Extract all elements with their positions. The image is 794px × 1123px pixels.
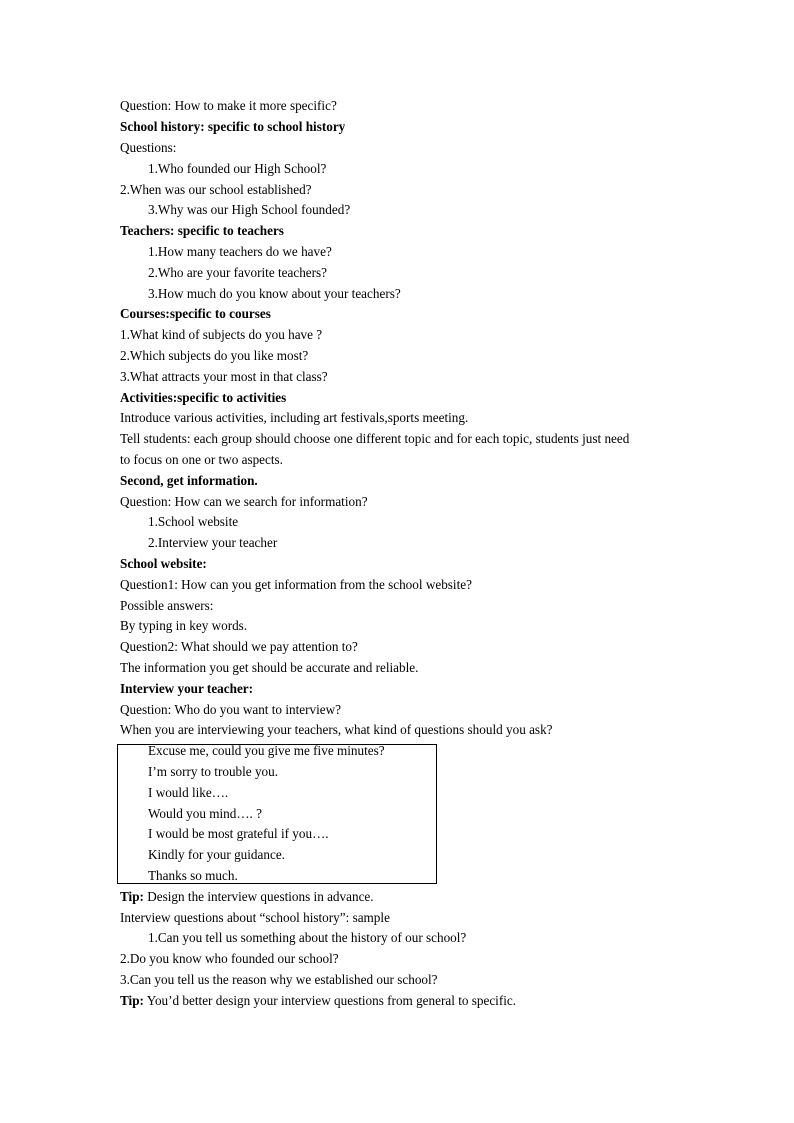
text-line: Question: How can we search for information?: [120, 494, 368, 509]
tip-line: [120, 889, 680, 905]
section-heading: Courses:specific to courses: [120, 306, 271, 321]
text-line: Introduce various activities, including art festivals,sports meeting.: [120, 410, 469, 425]
section-heading: School history: specific to school history: [120, 119, 346, 134]
text-line: Question1: How can you get information from the school website?: [120, 577, 472, 592]
section-heading: Second, get information.: [120, 473, 258, 488]
tip-line: [120, 993, 680, 1009]
tip-label: Tip:: [120, 993, 144, 1008]
section-heading: Teachers: specific to teachers: [120, 223, 284, 238]
text-line: Question: How to make it more specific?: [120, 98, 337, 113]
list-item: 2.Do you know who founded our school?: [120, 951, 339, 966]
text-line: The information you get should be accurate and reliable.: [120, 660, 419, 675]
tip-label: Tip:: [120, 889, 144, 904]
box-line: Thanks so much.: [148, 868, 238, 883]
list-item: 3.How much do you know about your teachers?: [148, 286, 401, 301]
list-item: 3.Why was our High School founded?: [148, 202, 351, 217]
tip-text: You’d better design your interview questions from general to specific.: [143, 993, 517, 1008]
list-item: 3.Can you tell us the reason why we established our school?: [120, 972, 438, 987]
box-line: Would you mind…. ?: [148, 806, 262, 821]
text-line: Possible answers:: [120, 598, 214, 613]
list-item: 1.Who founded our High School?: [148, 161, 327, 176]
section-heading: Interview your teacher:: [120, 681, 254, 696]
box-line: I would be most grateful if you….: [148, 826, 329, 841]
list-item: 1.School website: [148, 514, 239, 529]
text-line: Question: Who do you want to interview?: [120, 702, 341, 717]
box-line: Kindly for your guidance.: [148, 847, 285, 862]
list-item: 1.What kind of subjects do you have ?: [120, 327, 323, 342]
text-line: By typing in key words.: [120, 618, 248, 633]
box-line: I’m sorry to trouble you.: [148, 764, 279, 779]
list-item: 2.Which subjects do you like most?: [120, 348, 309, 363]
section-heading: School website:: [120, 556, 207, 571]
list-item: 3.What attracts your most in that class?: [120, 369, 328, 384]
text-line: to focus on one or two aspects.: [120, 452, 283, 467]
box-line: I would like….: [148, 785, 229, 800]
list-item: 2.When was our school established?: [120, 182, 312, 197]
list-item: 2.Who are your favorite teachers?: [148, 265, 328, 280]
text-line: Tell students: each group should choose one different topic and for each topic, students just need: [120, 431, 630, 446]
box-line: Excuse me, could you give me five minutes?: [148, 743, 385, 758]
text-line: Interview questions about “school history”: sample: [120, 910, 390, 925]
list-item: 2.Interview your teacher: [148, 535, 278, 550]
list-item: 1.How many teachers do we have?: [148, 244, 332, 259]
tip-text: Design the interview questions in advance.: [143, 889, 374, 904]
text-line: Questions:: [120, 140, 177, 155]
list-item: 1.Can you tell us something about the history of our school?: [148, 930, 467, 945]
text-line: Question2: What should we pay attention to?: [120, 639, 358, 654]
text-line: When you are interviewing your teachers, what kind of questions should you ask?: [120, 722, 553, 737]
section-heading: Activities:specific to activities: [120, 390, 287, 405]
